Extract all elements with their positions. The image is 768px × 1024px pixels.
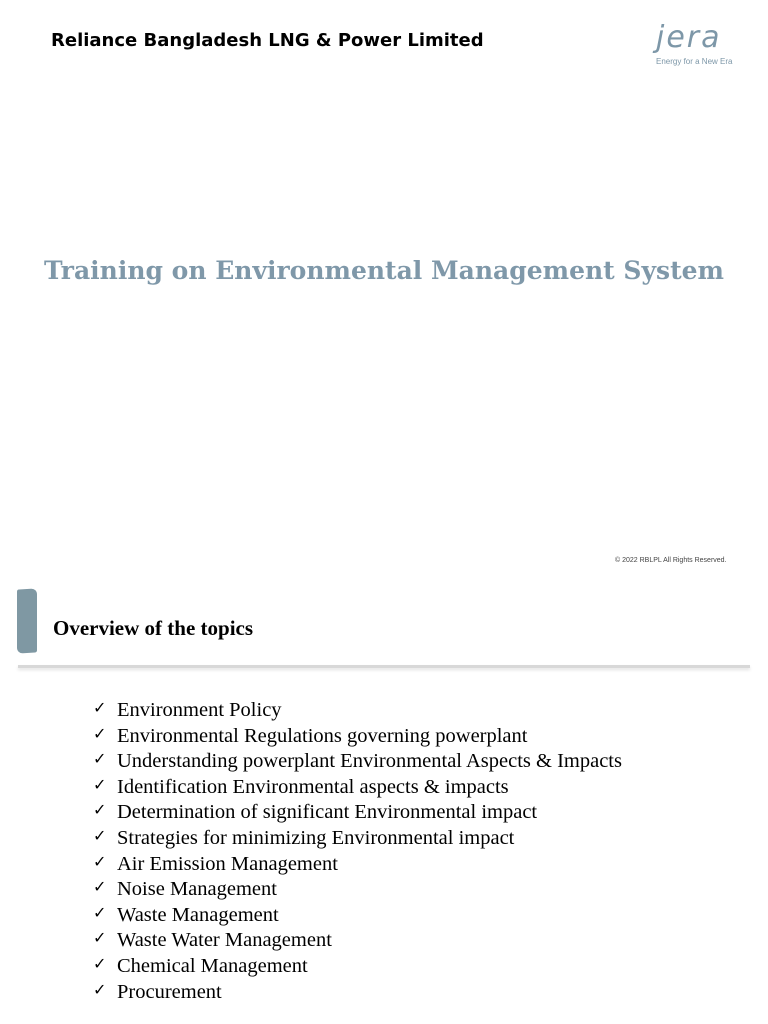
heading-divider — [18, 665, 750, 668]
checkmark-icon: ✓ — [93, 902, 107, 922]
checkmark-icon: ✓ — [93, 774, 107, 794]
topic-label: Understanding powerplant Environmental Aspects & Impacts — [117, 750, 622, 773]
accent-bar — [17, 588, 37, 653]
checkmark-icon: ✓ — [93, 928, 107, 948]
topic-label: Environmental Regulations governing powerplant — [117, 724, 528, 747]
topic-label: Identification Environmental aspects & impacts — [117, 775, 509, 798]
overview-slide — [0, 578, 768, 1024]
checkmark-icon: ✓ — [93, 979, 107, 999]
logo-tagline: Energy for a New Era — [656, 57, 733, 66]
topic-label: Determination of significant Environmental impact — [117, 801, 538, 824]
topic-label: Waste Water Management — [117, 929, 332, 952]
slide-title: Training on Environmental Management System — [44, 256, 724, 285]
topic-label: Waste Management — [117, 903, 279, 926]
copyright-notice: © 2022 RBLPL All Rights Reserved. — [615, 557, 727, 564]
section-heading: Overview of the topics — [53, 616, 254, 640]
checkmark-icon: ✓ — [93, 851, 107, 871]
checkmark-icon: ✓ — [93, 698, 107, 717]
topic-label: Noise Management — [117, 878, 277, 901]
company-name: Reliance Bangladesh LNG & Power Limited — [51, 30, 484, 51]
topic-label: Chemical Management — [117, 954, 308, 977]
checkmark-icon: ✓ — [93, 749, 107, 769]
topic-label: Strategies for minimizing Environmental impact — [117, 826, 515, 849]
topic-label: Procurement — [117, 980, 222, 1003]
checkmark-icon: ✓ — [93, 953, 107, 973]
topic-label: Environment Policy — [117, 699, 282, 721]
topic-label: Air Emission Management — [117, 852, 338, 875]
checkmark-icon: ✓ — [93, 800, 107, 820]
checkmark-icon: ✓ — [93, 825, 107, 845]
jera-logo — [654, 20, 734, 70]
checkmark-icon: ✓ — [93, 877, 107, 897]
logo-wordmark: jera — [656, 20, 722, 55]
checkmark-icon: ✓ — [93, 723, 107, 743]
